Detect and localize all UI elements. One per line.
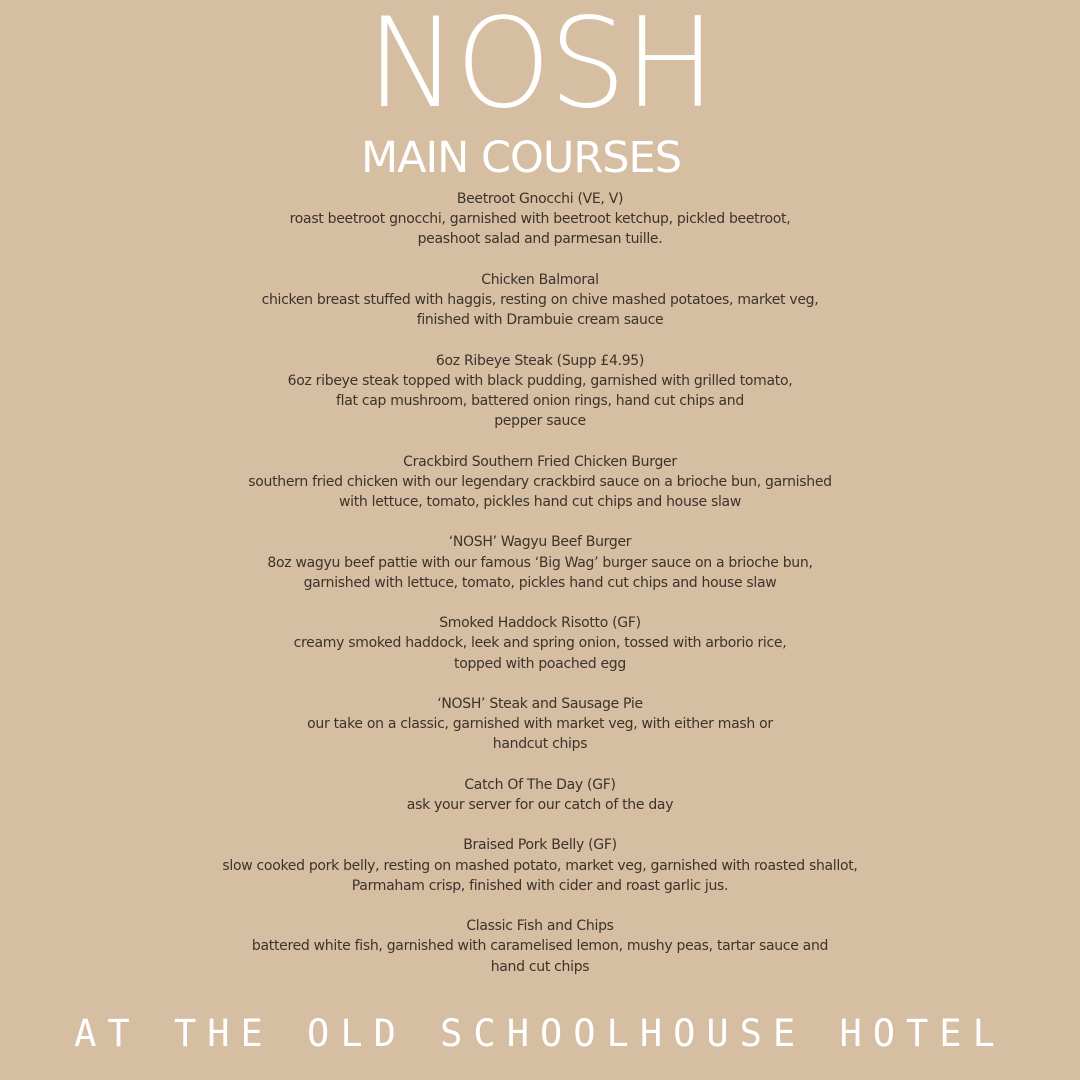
menu-item-description — [0, 371, 1080, 432]
menu-item-description-line: chicken breast stuffed with haggis, resting on chive mashed potatoes, market veg, — [261, 292, 819, 308]
menu-item-description-line: ask your server for our catch of the day — [406, 796, 674, 813]
menu-item-description-line: topped with poached egg — [454, 655, 626, 672]
menu-item — [0, 916, 1080, 977]
menu-item-name: ‘NOSH’ Wagyu Beef Burger — [448, 534, 632, 551]
menu-item — [0, 351, 1080, 432]
menu-item-description-line: roast beetroot gnocchi, garnished with beetroot ketchup, pickled beetroot, — [289, 211, 791, 228]
menu-item-name: Catch Of The Day (GF) — [464, 776, 616, 793]
brand-logo-text — [0, 0, 1080, 136]
menu-item — [0, 613, 1080, 674]
menu-item-description — [0, 290, 1080, 330]
menu-item-description-line: southern fried chicken with our legendary crackbird sauce on a brioche bun, garnished — [248, 473, 832, 490]
menu-item-name: Beetroot Gnocchi (VE, V) — [456, 191, 624, 207]
menu-item-name: Braised Pork Belly (GF) — [463, 837, 617, 854]
menu-item-name: Smoked Haddock Risotto (GF) — [439, 615, 641, 632]
menu-item-description — [0, 209, 1080, 249]
brand-name: NOSH — [366, 0, 714, 136]
menu-item-description — [0, 472, 1080, 512]
menu-item-description — [0, 936, 1080, 976]
menu-item — [0, 532, 1080, 593]
menu-item — [0, 694, 1080, 755]
menu-item — [0, 270, 1080, 331]
menu-item-description-line: pepper sauce — [494, 413, 586, 430]
menu-item-name: Crackbird Southern Fried Chicken Burger — [403, 453, 677, 470]
menu-item-description-line: garnished with lettuce, tomato, pickles hand cut chips and house slaw — [303, 574, 777, 591]
menu-item-description-line: creamy smoked haddock, leek and spring onion, tossed with arborio rice, — [293, 635, 787, 652]
menu-list — [0, 189, 1080, 997]
menu-item — [0, 189, 1080, 250]
menu-item-description-line: with lettuce, tomato, pickles hand cut chips and house slaw — [338, 494, 741, 510]
menu-item-description-line: peashoot salad and parmesan tuille. — [417, 231, 663, 248]
menu-item-description — [0, 856, 1080, 896]
menu-item-description-line: 6oz ribeye steak topped with black pudding, garnished with grilled tomato, — [287, 372, 793, 389]
menu-item-name: Chicken Balmoral — [481, 271, 599, 288]
menu-item-description — [0, 795, 1080, 815]
menu-item — [0, 775, 1080, 815]
menu-item-name: 6oz Ribeye Steak (Supp £4.95) — [435, 352, 645, 369]
menu-item-name: Classic Fish and Chips — [466, 918, 614, 935]
menu-item-description — [0, 553, 1080, 593]
menu-item-description-line: hand cut chips — [490, 958, 590, 975]
menu-item-description-line: 8oz wagyu beef pattie with our famous ‘Big Wag’ burger sauce on a brioche bun, — [267, 554, 813, 571]
menu-item — [0, 452, 1080, 513]
menu-item-description — [0, 714, 1080, 754]
menu-item-description-line: slow cooked pork belly, resting on mashed potato, market veg, garnished with roasted shallot, — [222, 857, 858, 874]
menu-item — [0, 835, 1080, 896]
menu-item-description — [0, 633, 1080, 673]
menu-item-description-line: our take on a classic, garnished with market veg, with either mash or — [307, 716, 773, 733]
menu-item-description-line: handcut chips — [492, 736, 588, 753]
menu-item-description-line: battered white fish, garnished with caramelised lemon, mushy peas, tartar sauce and — [251, 938, 829, 955]
menu-item-description-line: flat cap mushroom, battered onion rings, hand cut chips and — [336, 393, 744, 409]
footer-tagline: AT THE OLD SCHOOLHOUSE HOTEL — [74, 1012, 1006, 1055]
menu-item-name: ‘NOSH’ Steak and Sausage Pie — [437, 695, 643, 712]
menu-item-description-line: Parmaham crisp, finished with cider and roast garlic jus. — [351, 877, 729, 894]
section-title: MAIN COURSES — [360, 133, 681, 183]
menu-item-description-line: finished with Drambuie cream sauce — [416, 312, 664, 329]
